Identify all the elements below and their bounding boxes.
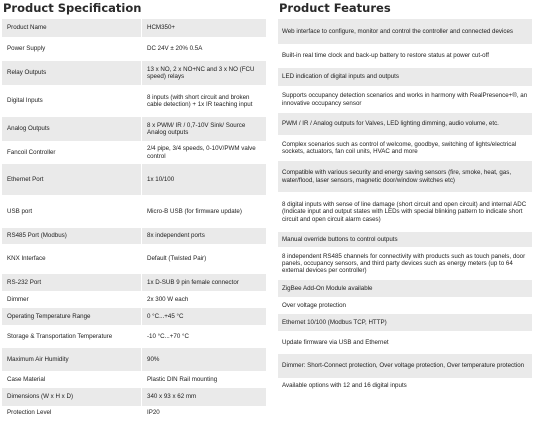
spec-value: DC 24V ± 20% 0.5A bbox=[142, 37, 267, 61]
feature-row bbox=[278, 113, 532, 135]
feature-text: PWM / IR / Analog outputs for Valves, LED lighting dimming, audio volume, etc. bbox=[278, 113, 532, 135]
feature-row bbox=[278, 314, 532, 331]
feature-text: Complex scenarios such as control of welcome, goodbye, switching of lights/electrical sockets, actuators, fan coil units, HVAC and more bbox=[278, 135, 532, 161]
product-features-section bbox=[278, 0, 532, 394]
feature-row bbox=[278, 19, 532, 44]
spec-row bbox=[2, 291, 266, 308]
feature-text: Over voltage protection bbox=[278, 297, 532, 314]
spec-row bbox=[2, 164, 266, 195]
spec-value: 90% bbox=[142, 348, 267, 371]
spec-label: RS485 Port (Modbus) bbox=[2, 228, 142, 244]
spec-value: 8x independent ports bbox=[142, 228, 267, 244]
spec-value: Micro-B USB (for firmware update) bbox=[142, 195, 267, 228]
spec-value: 2x 300 W each bbox=[142, 291, 267, 308]
spec-label: KNX Interface bbox=[2, 244, 142, 274]
feature-row bbox=[278, 68, 532, 86]
product-specification-section bbox=[2, 0, 266, 420]
feature-text: 8 digital inputs with sense of line damage (short circuit and open circuit) and internal ADC (Indicate input and output states with LEDs with special blinking pattern to indicate short circuit and open circuit alarm cases) bbox=[278, 192, 532, 232]
spec-row bbox=[2, 228, 266, 244]
spec-value: 1x D-SUB 9 pin female connector bbox=[142, 274, 267, 291]
spec-row bbox=[2, 371, 266, 388]
spec-row bbox=[2, 406, 266, 420]
spec-value: 2/4 pipe, 3/4 speeds, 0-10V/PWM valve control bbox=[142, 141, 267, 164]
feature-row bbox=[278, 331, 532, 354]
feature-row bbox=[278, 378, 532, 394]
spec-value: 340 x 93 x 62 mm bbox=[142, 388, 267, 406]
spec-label: Dimensions (W x H x D) bbox=[2, 388, 142, 406]
spec-row bbox=[2, 388, 266, 406]
spec-label: Ethernet Port bbox=[2, 164, 142, 195]
spec-label: Relay Outputs bbox=[2, 61, 142, 85]
feature-text: Manual override buttons to control outputs bbox=[278, 232, 532, 247]
spec-table bbox=[2, 19, 266, 420]
feature-text: Built-in real time clock and back-up battery to restore status at power cut-off bbox=[278, 44, 532, 68]
feature-row bbox=[278, 192, 532, 232]
feature-row bbox=[278, 86, 532, 113]
feature-row bbox=[278, 354, 532, 378]
feature-text: ZigBee Add-On Module available bbox=[278, 280, 532, 297]
spec-row bbox=[2, 85, 266, 117]
feature-text: Available options with 12 and 16 digital inputs bbox=[278, 378, 532, 394]
spec-row bbox=[2, 19, 266, 37]
feature-text: Web interface to configure, monitor and control the controller and connected devices bbox=[278, 19, 532, 44]
spec-label: Maximum Air Humidity bbox=[2, 348, 142, 371]
spec-label: Protection Level bbox=[2, 406, 142, 420]
spec-label: Product Name bbox=[2, 19, 142, 37]
feature-row bbox=[278, 297, 532, 314]
spec-value: -10 °C...+70 °C bbox=[142, 325, 267, 348]
spec-label: Digital Inputs bbox=[2, 85, 142, 117]
spec-row bbox=[2, 37, 266, 61]
feature-text: Compatible with various security and energy saving sensors (fire, smoke, heat, gas, water/flood, laser sensors, magnetic door/window switches etc) bbox=[278, 161, 532, 192]
spec-value: 13 x NO, 2 x NO+NC and 3 x NO (FCU speed) relays bbox=[142, 61, 267, 85]
feature-row bbox=[278, 232, 532, 247]
spec-label: Power Supply bbox=[2, 37, 142, 61]
spec-label: Case Material bbox=[2, 371, 142, 388]
feature-text: Update firmware via USB and Ethernet bbox=[278, 331, 532, 354]
spec-label: USB port bbox=[2, 195, 142, 228]
spec-row bbox=[2, 325, 266, 348]
spec-value: Default (Twisted Pair) bbox=[142, 244, 267, 274]
feature-row bbox=[278, 161, 532, 192]
spec-value: IP20 bbox=[142, 406, 267, 420]
spec-label: Fancoil Controller bbox=[2, 141, 142, 164]
spec-value: Plastic DIN Rail mounting bbox=[142, 371, 267, 388]
spec-value: 8 x PWM/ IR / 0,7-10V Sink/ Source Analog outputs bbox=[142, 117, 267, 141]
spec-row bbox=[2, 195, 266, 228]
spec-label: RS-232 Port bbox=[2, 274, 142, 291]
spec-row bbox=[2, 348, 266, 371]
features-table bbox=[278, 19, 532, 394]
feature-row bbox=[278, 280, 532, 297]
feature-row bbox=[278, 135, 532, 161]
spec-label: Analog Outputs bbox=[2, 117, 142, 141]
spec-row bbox=[2, 141, 266, 164]
features-title: Product Features bbox=[279, 1, 391, 15]
feature-row bbox=[278, 247, 532, 280]
feature-text: Supports occupancy detection scenarios and works in harmony with RealPresence+®, an innovative occupancy sensor bbox=[278, 86, 532, 113]
spec-row bbox=[2, 61, 266, 85]
feature-row bbox=[278, 44, 532, 68]
spec-label: Dimmer bbox=[2, 291, 142, 308]
feature-text: Dimmer: Short-Connect protection, Over voltage protection, Over temperature protection bbox=[278, 354, 532, 378]
spec-row bbox=[2, 308, 266, 325]
spec-value: 0 °C...+45 °C bbox=[142, 308, 267, 325]
spec-value: 8 inputs (with short circuit and broken cable detection) + 1x IR teaching input bbox=[142, 85, 267, 117]
feature-text: Ethernet 10/100 (Modbus TCP, HTTP) bbox=[278, 314, 532, 331]
spec-label: Operating Temperature Range bbox=[2, 308, 142, 325]
spec-row bbox=[2, 274, 266, 291]
spec-value: 1x 10/100 bbox=[142, 164, 267, 195]
feature-text: LED indication of digital inputs and outputs bbox=[278, 68, 532, 86]
feature-text: 8 independent RS485 channels for connectivity with products such as touch panels, door panels, occupancy sensors, and third party devices such as energy meters (up to 64 external devices per controller) bbox=[278, 247, 532, 280]
spec-row bbox=[2, 117, 266, 141]
spec-label: Storage & Transportation Temperature bbox=[2, 325, 142, 348]
spec-row bbox=[2, 244, 266, 274]
spec-value: HCM350+ bbox=[142, 19, 267, 37]
spec-title: Product Specification bbox=[3, 1, 142, 15]
